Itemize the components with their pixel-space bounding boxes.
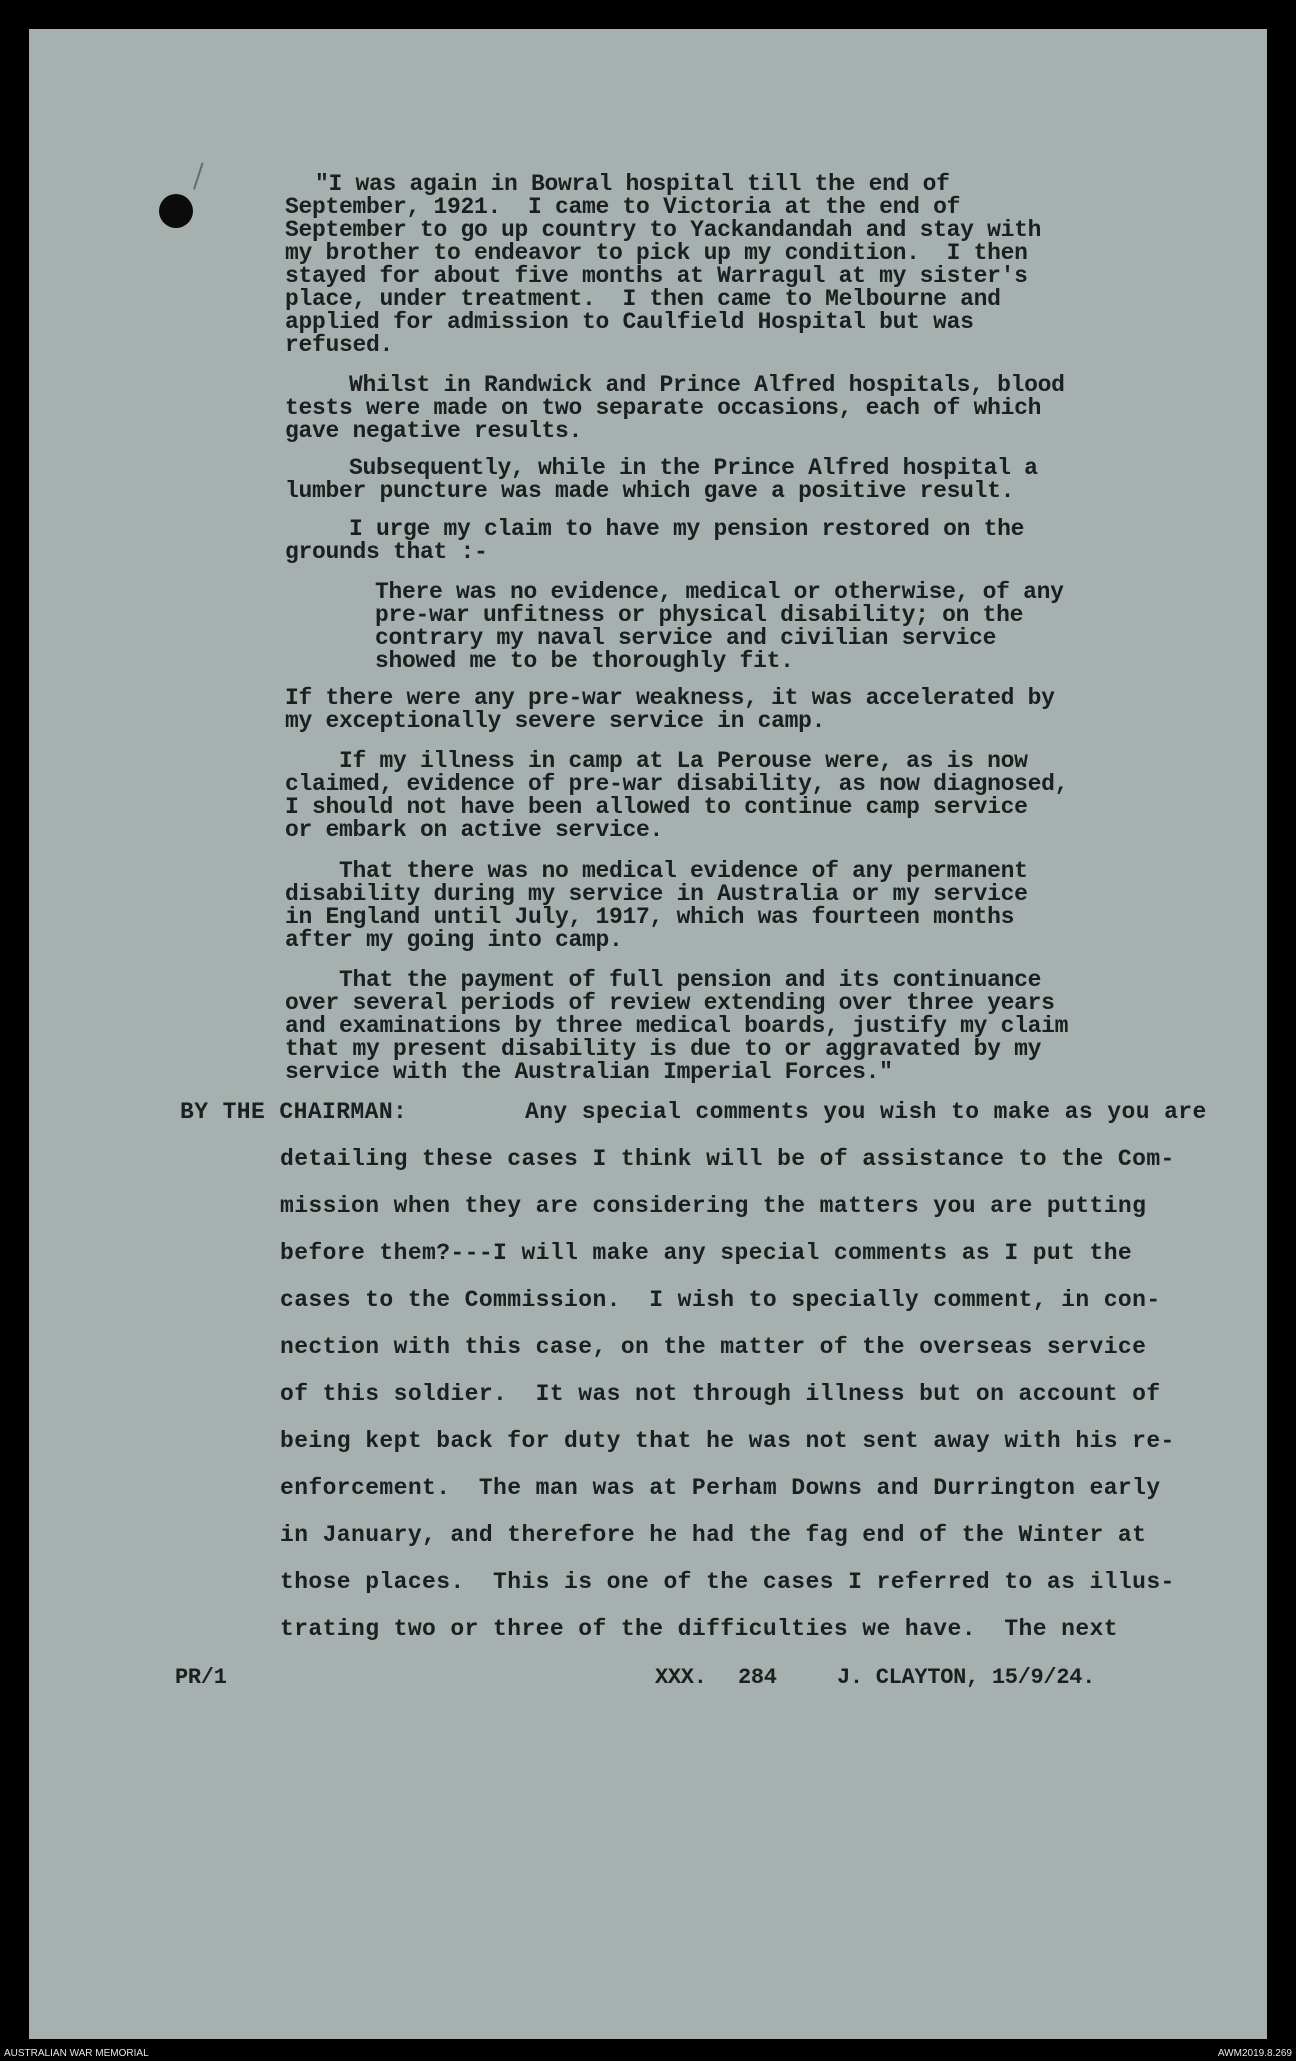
archive-caption-bar xyxy=(0,2048,1296,2061)
quote-line: place, under treatment. I then came to Melbourne and xyxy=(285,286,1001,312)
archive-reference: AWM2019.8.269 xyxy=(1217,2048,1292,2059)
quote-line: If there were any pre-war weakness, it was accelerated by xyxy=(285,685,1055,711)
quote-line: gave negative results. xyxy=(285,418,583,444)
testimony-line: before them?---I will make any special comments as I put the xyxy=(280,1240,1133,1266)
quote-line: "I was again in Bowral hospital till the end of xyxy=(315,171,950,197)
quote-line: my brother to endeavor to pick up my condition. I then xyxy=(285,240,1028,266)
testimony-line: in January, and therefore he had the fag end of the Winter at xyxy=(280,1522,1147,1548)
quote-line: contrary my naval service and civilian service xyxy=(375,625,997,651)
testimony-line: of this soldier. It was not through illness but on account of xyxy=(280,1381,1161,1407)
testimony-line: trating two or three of the difficulties we have. The next xyxy=(280,1616,1118,1642)
quote-line: or embark on active service. xyxy=(285,817,664,843)
quote-line: in England until July, 1917, which was fourteen months xyxy=(285,904,1015,930)
archive-institution: AUSTRALIAN WAR MEMORIAL xyxy=(4,2048,149,2059)
quote-line: That the payment of full pension and its continuance xyxy=(339,967,1042,993)
quote-line: stayed for about five months at Warragul at my sister's xyxy=(285,263,1028,289)
testimony-line: those places. This is one of the cases I referred to as illus- xyxy=(280,1569,1175,1595)
punch-hole xyxy=(159,194,193,228)
page-number: 284 xyxy=(738,1665,777,1690)
testimony-line: Any special comments you wish to make as you are xyxy=(525,1099,1207,1125)
quote-line: That there was no medical evidence of any permanent xyxy=(339,858,1028,884)
testimony-line: nection with this case, on the matter of the overseas service xyxy=(280,1334,1147,1360)
quote-line: There was no evidence, medical or otherwise, of any xyxy=(375,579,1064,605)
quote-line: I should not have been allowed to continue camp service xyxy=(285,794,1028,820)
quote-line: I urge my claim to have my pension restored on the xyxy=(349,516,1025,542)
quote-line: after my going into camp. xyxy=(285,927,623,953)
quote-line: refused. xyxy=(285,332,394,358)
testimony-line: cases to the Commission. I wish to specially comment, in con- xyxy=(280,1287,1161,1313)
quote-line: disability during my service in Australia or my service xyxy=(285,881,1028,907)
quote-line: If my illness in camp at La Perouse were, as is now xyxy=(339,748,1028,774)
testimony-line: enforcement. The man was at Perham Downs and Durrington early xyxy=(280,1475,1161,1501)
quote-line: September, 1921. I came to Victoria at the end of xyxy=(285,194,961,220)
witness-date: J. CLAYTON, 15/9/24. xyxy=(837,1665,1096,1690)
struck-prefix: XXX. xyxy=(655,1665,707,1690)
quote-line: September to go up country to Yackandandah and stay with xyxy=(285,217,1042,243)
quote-line: that my present disability is due to or aggravated by my xyxy=(285,1036,1042,1062)
testimony-line: mission when they are considering the matters you are putting xyxy=(280,1193,1147,1219)
quote-line: pre-war unfitness or physical disability; on the xyxy=(375,602,1024,628)
typescript-page xyxy=(29,29,1267,2039)
testimony-line: detailing these cases I think will be of assistance to the Com- xyxy=(280,1146,1175,1172)
quote-line: showed me to be thoroughly fit. xyxy=(375,648,794,674)
speaker-label: BY THE CHAIRMAN: xyxy=(180,1099,408,1125)
testimony-line: being kept back for duty that he was not sent away with his re- xyxy=(280,1428,1175,1454)
quote-line: tests were made on two separate occasions, each of which xyxy=(285,395,1042,421)
quote-line: claimed, evidence of pre-war disability, as now diagnosed, xyxy=(285,771,1069,797)
quote-line: lumber puncture was made which gave a positive result. xyxy=(285,478,1015,504)
quote-line: Whilst in Randwick and Prince Alfred hospitals, blood xyxy=(349,372,1065,398)
quote-line: my exceptionally severe service in camp. xyxy=(285,708,826,734)
quote-line: over several periods of review extending over three years xyxy=(285,990,1055,1016)
quote-line: Subsequently, while in the Prince Alfred hospital a xyxy=(349,455,1038,481)
quote-line: service with the Australian Imperial Forces." xyxy=(285,1059,893,1085)
page-code: PR/1 xyxy=(175,1665,227,1690)
pencil-mark xyxy=(193,163,215,194)
quote-line: grounds that :- xyxy=(285,539,488,565)
quote-line: applied for admission to Caulfield Hospital but was xyxy=(285,309,974,335)
quote-line: and examinations by three medical boards, justify my claim xyxy=(285,1013,1069,1039)
